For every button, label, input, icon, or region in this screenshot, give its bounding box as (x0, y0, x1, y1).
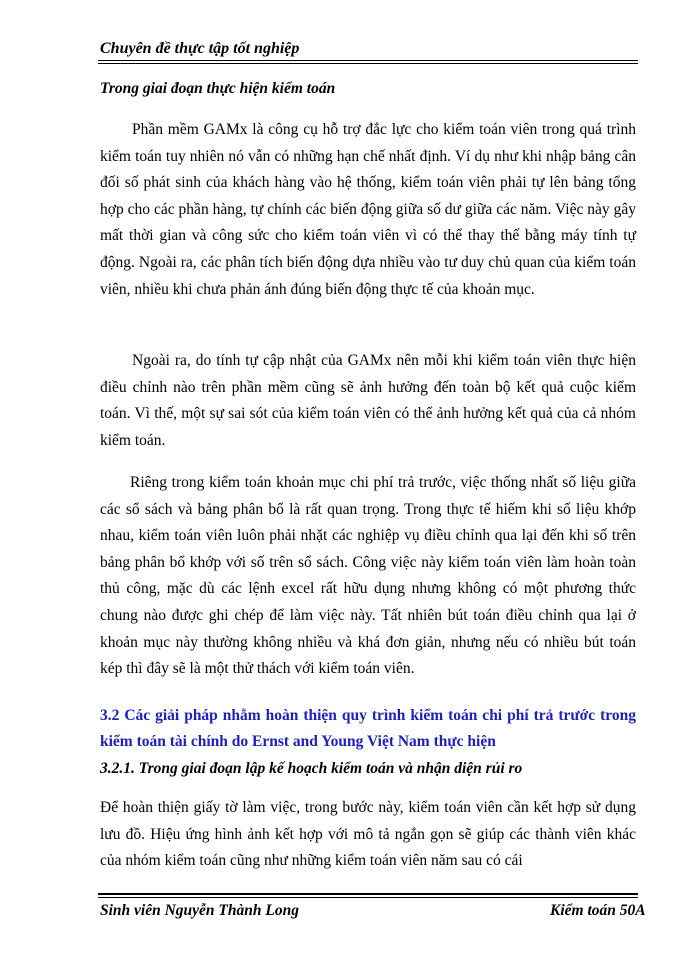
header-rule-bottom (98, 63, 638, 64)
footer-rule-thin (98, 897, 638, 898)
footer-author: Sinh viên Nguyễn Thành Long (100, 902, 299, 919)
subheading: 3.2.1. Trong giai đoạn lập kế hoạch kiểm toán và nhận diện rủi ro (100, 760, 523, 777)
header-rule-top (98, 60, 638, 61)
paragraph-1: Phần mềm GAMx là công cụ hỗ trợ đắc lực cho kiểm toán viên trong quá trình kiểm toán tuy nhiên nó vẫn có những hạn chế nhất định. Ví dụ như khi nhập bảng cân đối số phát sinh của khách hàng vào hệ thống, kiểm toán viên phải tự lên bảng tổng hợp cho các phần hàng, tự chính các biến động giữa số dư giữa các năm. Việc này gây mất thời gian và công sức cho kiểm toán viên vì có thể thay thế bằng máy tính tự động. Ngoài ra, các phân tích biến động dựa nhiều vào tư duy chủ quan của kiểm toán viên, nhiều khi chưa phản ánh đúng biến động thực tế của khoản mục. (100, 121, 636, 298)
main-heading: 3.2 Các giải pháp nhằm hoàn thiện quy trình kiểm toán chi phí trả trước trong kiểm toán tài chính do Ernst and Young Việt Nam thực hiện (100, 707, 636, 750)
footer-rule-thick (98, 893, 638, 895)
final-paragraph: Để hoàn thiện giấy tờ làm việc, trong bước này, kiểm toán viên cần kết hợp sử dụng lưu đồ. Hiệu ứng hình ảnh kết hợp với mô tả ngắn gọn sẽ giúp các thành viên khác của nhóm kiểm toán cũng như những kiểm toán viên năm sau có cái (100, 799, 636, 870)
footer-class: Kiểm toán 50A (550, 902, 646, 919)
paragraph-3: Riêng trong kiểm toán khoản mục chi phí trả trước, việc thống nhất số liệu giữa các sổ sách và bảng phân bổ là rất quan trọng. Trong thực tế hiếm khi số liệu khớp nhau, kiểm toán viên luôn phải nhặt các nghiệp vụ điều chỉnh qua lại đến khi số trên bảng phân bổ khớp với số trên sổ sách. Công việc này kiểm toán viên làm hoàn toàn thủ công, mặc dù các lệnh excel rất hữu dụng nhưng không có một phương thức chung nào được ghi chép để làm việc này. Tất nhiên bút toán điều chỉnh qua lại ở khoản mục này thường không nhiều và khá đơn giản, nhưng nếu có nhiều bút toán kép thì đây sẽ là một thử thách với kiểm toán viên. (100, 474, 636, 678)
section-heading: Trong giai đoạn thực hiện kiểm toán (100, 80, 336, 97)
paragraph-2: Ngoài ra, do tính tự cập nhật của GAMx nên mỗi khi kiểm toán viên thực hiện điều chỉnh nào trên phần mềm cũng sẽ ảnh hưởng đến toàn bộ kết quả cuộc kiểm toán. Vì thế, một sự sai sót của kiểm toán viên có thể ảnh hưởng kết quả của cả nhóm kiểm toán. (100, 352, 636, 449)
header-title: Chuyên đề thực tập tốt nghiệp (100, 40, 300, 57)
